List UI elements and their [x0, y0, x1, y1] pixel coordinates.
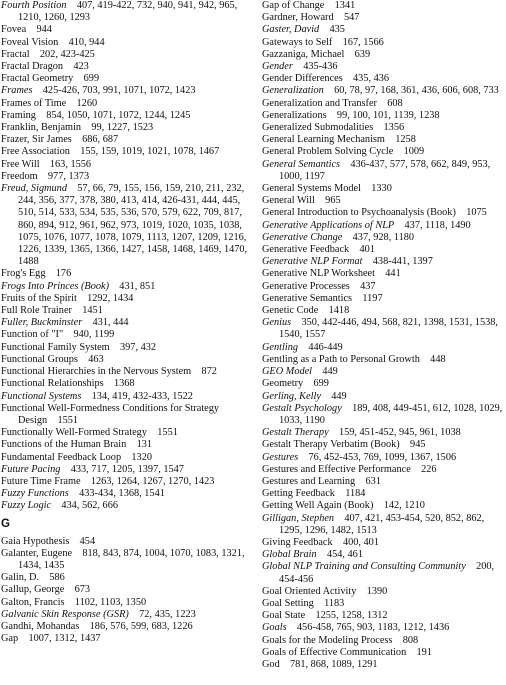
index-entry	[262, 24, 506, 36]
index-entry	[1, 0, 251, 24]
index-entry	[262, 610, 506, 622]
index-term: Future Time Frame	[1, 475, 81, 487]
index-term: Gestures and Learning	[262, 475, 356, 487]
index-term: Future Pacing	[1, 463, 61, 475]
index-pages: 167, 1566	[342, 36, 384, 48]
index-pages: 446-449	[308, 341, 343, 353]
index-pages: 159, 451-452, 945, 961, 1038	[338, 427, 461, 439]
index-pages: 449	[331, 390, 347, 402]
index-entry	[1, 61, 251, 73]
index-term: God	[262, 658, 280, 670]
index-pages: 176	[55, 268, 72, 280]
index-term: Free Will	[1, 158, 40, 170]
index-term: Generative NLP Format	[262, 256, 363, 268]
index-term: Frog's Egg	[1, 268, 46, 280]
index-pages: 410, 944	[68, 36, 105, 48]
index-entry	[1, 49, 251, 61]
index-term: Gaster, David	[262, 24, 320, 36]
index-entry	[262, 598, 506, 610]
index-entry	[262, 439, 506, 451]
index-pages: 940, 1199	[73, 329, 115, 341]
index-entry	[262, 391, 506, 403]
index-pages: 1263, 1264, 1267, 1270, 1423	[90, 475, 215, 487]
index-pages: 425-426, 703, 991, 1071, 1072, 1423	[42, 85, 196, 97]
index-term: Freedom	[1, 170, 38, 182]
index-pages: 1418	[328, 305, 350, 317]
index-term: Gestalt Therapy	[262, 427, 329, 439]
index-pages: 134, 419, 432-433, 1522	[91, 390, 193, 402]
index-entry	[1, 488, 251, 500]
index-entry	[1, 329, 251, 341]
index-pages: 1075	[466, 207, 487, 219]
index-entry	[262, 195, 506, 207]
index-term: General Semantics	[262, 158, 341, 170]
index-entry	[262, 232, 506, 244]
index-pages: 1258	[395, 134, 416, 146]
index-term: Galton, Francis	[1, 596, 65, 608]
index-entry	[1, 500, 251, 512]
index-entry	[262, 647, 506, 659]
index-pages: 854, 1050, 1071, 1072, 1244, 1245	[46, 109, 191, 121]
index-pages: 433-434, 1368, 1541	[79, 488, 165, 500]
index-entry	[262, 500, 506, 512]
index-entry	[262, 293, 506, 305]
index-entry	[1, 366, 251, 378]
index-entry	[262, 317, 506, 341]
index-pages: 808	[402, 634, 419, 646]
index-entry	[262, 427, 506, 439]
index-entry	[262, 378, 506, 390]
index-pages: 438-441, 1397	[372, 256, 433, 268]
index-term: General Problem Solving Cycle	[262, 146, 394, 158]
index-term: Free Association	[1, 146, 70, 158]
index-pages: 1341	[334, 0, 356, 11]
index-entry	[1, 85, 251, 97]
index-entry	[262, 342, 506, 354]
index-pages: 407, 419-422, 732, 940, 941, 942, 965, 1210, 1260, 1293	[18, 0, 238, 24]
index-entry	[262, 403, 506, 427]
index-entry	[262, 476, 506, 488]
index-term: Goal Oriented Activity	[262, 585, 357, 597]
index-entry	[1, 584, 251, 596]
index-term: Galin, D.	[1, 572, 40, 584]
index-term: Franklin, Benjamin	[1, 122, 82, 134]
index-entry	[1, 73, 251, 85]
index-term: Frames of Time	[1, 97, 67, 109]
index-entry	[262, 452, 506, 464]
index-term: GEO Model	[262, 366, 313, 378]
index-pages: 1551	[157, 427, 178, 439]
index-entry	[1, 452, 251, 464]
index-term: Functionally Well-Formed Strategy	[1, 427, 147, 439]
index-entry	[1, 621, 251, 633]
index-column-right	[262, 0, 506, 671]
index-term: Generative Applications of NLP	[262, 219, 395, 231]
index-term: Function of "I"	[1, 329, 64, 341]
index-entry	[262, 12, 506, 24]
index-entry	[262, 305, 506, 317]
index-entry	[1, 293, 251, 305]
index-term: Gestalt Therapy Verbatim (Book)	[262, 439, 400, 451]
index-term: Gateways to Self	[262, 36, 333, 48]
index-entry	[1, 378, 251, 390]
index-entry	[262, 110, 506, 122]
index-entry	[262, 586, 506, 598]
index-pages: 423	[73, 61, 89, 73]
index-pages: 60, 78, 97, 168, 361, 436, 606, 608, 733	[334, 85, 499, 97]
index-pages: 673	[74, 584, 91, 596]
index-entry	[1, 110, 251, 122]
index-pages: 1260	[76, 97, 98, 109]
index-pages: 435, 436	[353, 73, 390, 85]
index-entry	[262, 635, 506, 647]
index-term: Gap	[1, 633, 19, 645]
index-term: Gardner, Howard	[262, 12, 334, 24]
index-entry	[262, 622, 506, 634]
index-term: Gazzaniga, Michael	[262, 48, 345, 60]
index-pages: 699	[83, 73, 100, 85]
index-term: Gestalt Psychology	[262, 402, 342, 414]
index-term: Gentling	[262, 341, 299, 353]
index-term: Fractal Dragon	[1, 61, 64, 73]
index-pages: 435	[329, 24, 345, 36]
index-pages: 437	[360, 280, 376, 292]
index-pages: 57, 66, 79, 155, 156, 159, 210, 211, 232, 244, 356, 377, 378, 380, 413, 414, 426-431, 444, 445, 510, 514, 533, 534, 535, 536, 570, 579, 622, 709, 817, 860, 894, 912, 961, 962, 973, 1019, 1020, 1035, 1038, 1075, 1076, 1077, 1078, 1079, 1113, 1207, 1209, 1216, 1226, 1339, 1365, 1366, 1427, 1458, 1468, 1469, 1470, 1488	[18, 183, 248, 268]
index-pages: 463	[88, 353, 104, 365]
index-pages: 639	[354, 48, 371, 60]
index-entry	[1, 354, 251, 366]
index-term: Fuzzy Functions	[1, 488, 69, 500]
index-pages: 1292, 1434	[87, 292, 134, 304]
index-term: Galanter, Eugene	[1, 547, 73, 559]
index-entry	[262, 134, 506, 146]
index-entry	[1, 281, 251, 293]
index-term: General Introduction to Psychoanalysis (Book)	[262, 207, 456, 219]
index-term: Framing	[1, 109, 36, 121]
index-pages: 944	[36, 24, 52, 36]
index-pages: 72, 435, 1223	[139, 608, 196, 620]
index-section-letter: G	[1, 517, 10, 530]
index-entry	[262, 220, 506, 232]
index-entry	[262, 49, 506, 61]
index-entry	[1, 171, 251, 183]
index-pages: 965	[325, 195, 341, 207]
index-entry	[262, 281, 506, 293]
index-term: Gap of Change	[262, 0, 325, 11]
index-entry	[1, 268, 251, 280]
index-term: Gallup, George	[1, 584, 65, 596]
index-pages: 189, 408, 449-451, 612, 1028, 1029, 1033, 1190	[279, 402, 503, 426]
index-pages: 191	[416, 646, 432, 658]
index-pages: 818, 843, 874, 1004, 1070, 1083, 1321, 1434, 1435	[18, 547, 245, 571]
index-pages: 186, 576, 599, 683, 1226	[89, 620, 193, 632]
index-pages: 200, 454-456	[279, 561, 495, 585]
index-term: Freud, Sigmund	[1, 183, 67, 195]
index-pages: 1007, 1312, 1437	[28, 633, 101, 645]
index-term: Functional Well-Formedness Conditions for Strategy Design	[1, 402, 220, 426]
index-entry	[1, 572, 251, 584]
index-entry	[1, 609, 251, 621]
index-entry	[1, 476, 251, 488]
index-pages: 407, 421, 453-454, 520, 852, 862, 1295, 1296, 1482, 1513	[279, 512, 485, 536]
index-entry	[262, 366, 506, 378]
index-pages: 1183	[324, 597, 345, 609]
index-pages: 547	[343, 12, 360, 24]
index-entry	[262, 464, 506, 476]
index-pages: 400, 401	[342, 536, 379, 548]
index-pages: 1390	[366, 585, 388, 597]
index-term: Frogs Into Princes (Book)	[1, 280, 109, 292]
index-entry	[262, 159, 506, 183]
index-entry	[262, 183, 506, 195]
index-term: Generalization and Transfer	[262, 97, 377, 109]
index-pages: 436-437, 577, 578, 662, 849, 953, 1000, 1197	[279, 158, 491, 182]
index-term: Generative Processes	[262, 280, 350, 292]
index-entry	[1, 464, 251, 476]
index-term: Functional Groups	[1, 353, 78, 365]
index-entry	[1, 536, 251, 548]
index-pages: 433, 717, 1205, 1397, 1547	[70, 463, 184, 475]
index-pages: 448	[430, 353, 446, 365]
index-term: Fuzzy Logic	[1, 500, 52, 512]
index-entry	[1, 427, 251, 439]
index-term: Fovea	[1, 24, 27, 36]
index-term: Goal Setting	[262, 597, 314, 609]
index-pages: 1330	[371, 183, 392, 195]
index-term: Genetic Code	[262, 305, 319, 317]
index-term: Goal State	[262, 610, 306, 622]
index-pages: 1551	[57, 414, 79, 426]
index-pages: 1102, 1103, 1350	[74, 596, 147, 608]
index-pages: 131	[136, 439, 153, 451]
index-term: Fractal	[1, 48, 30, 60]
index-entry	[1, 146, 251, 158]
index-pages: 441	[385, 268, 401, 280]
index-term: Generalizations	[262, 109, 327, 121]
index-pages: 586	[49, 572, 65, 584]
index-entry	[1, 317, 251, 329]
index-entry	[262, 0, 506, 12]
index-pages: 142, 1210	[383, 500, 425, 512]
index-entry	[262, 659, 506, 671]
index-term: Gerling, Kelly	[262, 390, 321, 402]
index-entry	[1, 37, 251, 49]
index-entry	[262, 98, 506, 110]
index-entry	[262, 146, 506, 158]
index-entry	[1, 548, 251, 572]
index-entry	[262, 256, 506, 268]
index-term: Full Role Trainer	[1, 305, 72, 317]
index-term: General Learning Mechanism	[262, 134, 385, 146]
index-pages: 435-436	[303, 61, 338, 73]
index-pages: 699	[313, 378, 329, 390]
index-column-left	[1, 0, 251, 645]
index-term: Generative Change	[262, 231, 343, 243]
index-term: General Will	[262, 195, 315, 207]
index-pages: 1320	[131, 451, 152, 463]
index-pages: 76, 452-453, 769, 1099, 1367, 1506	[308, 451, 457, 463]
index-term: Generative NLP Worksheet	[262, 268, 375, 280]
index-pages: 1009	[403, 146, 425, 158]
index-entry	[1, 597, 251, 609]
index-term: General Systems Model	[262, 183, 361, 195]
index-term: Gilligan, Stephen	[262, 512, 335, 524]
index-term: Foveal Vision	[1, 36, 59, 48]
index-pages: 977, 1373	[47, 170, 90, 182]
index-entries-f	[1, 0, 251, 513]
index-pages: 454	[79, 535, 96, 547]
index-term: Goals for the Modeling Process	[262, 634, 393, 646]
index-term: Global Brain	[262, 549, 317, 561]
index-entry	[262, 73, 506, 85]
index-pages: 1255, 1258, 1312	[315, 610, 388, 622]
index-term: Gender Differences	[262, 73, 343, 85]
index-entry	[262, 61, 506, 73]
index-term: Gandhi, Mohandas	[1, 620, 80, 632]
index-pages: 1184	[345, 488, 366, 500]
index-entry	[1, 134, 251, 146]
index-pages: 431, 851	[119, 280, 156, 292]
index-term: Fundamental Feedback Loop	[1, 451, 122, 463]
index-entry	[262, 537, 506, 549]
index-pages: 226	[421, 463, 437, 475]
index-entry	[262, 488, 506, 500]
index-pages: 449	[322, 366, 338, 378]
index-entry	[262, 549, 506, 561]
index-pages: 202, 423-425	[39, 48, 95, 60]
index-term: Generalization	[262, 85, 324, 97]
index-entry	[1, 403, 251, 427]
index-entry	[1, 183, 251, 268]
index-term: Getting Well Again (Book)	[262, 500, 374, 512]
index-term: Gender	[262, 61, 293, 73]
index-entry	[1, 633, 251, 645]
index-entries-g	[1, 536, 251, 646]
index-entry	[262, 513, 506, 537]
index-term: Functional Relationships	[1, 378, 104, 390]
index-pages: 99, 100, 101, 1139, 1238	[336, 109, 440, 121]
index-entry	[1, 439, 251, 451]
index-term: Frames	[1, 85, 33, 97]
index-entry	[1, 159, 251, 171]
index-term: Functional Systems	[1, 390, 82, 402]
index-pages: 631	[365, 475, 381, 487]
index-term: Global NLP Training and Consulting Community	[262, 561, 466, 573]
index-pages: 401	[359, 244, 375, 256]
index-term: Fuller, Buckminster	[1, 317, 83, 329]
index-pages: 163, 1556	[49, 158, 92, 170]
index-term: Geometry	[262, 378, 304, 390]
index-term: Goals	[262, 622, 287, 634]
index-term: Frazer, Sir James	[1, 134, 72, 146]
index-pages: 155, 159, 1019, 1021, 1078, 1467	[80, 146, 220, 158]
index-entry	[262, 561, 506, 585]
index-entries-g-continued	[262, 0, 506, 671]
index-entry	[262, 244, 506, 256]
index-entry	[262, 122, 506, 134]
index-term: Functional Family System	[1, 341, 110, 353]
index-entry	[262, 85, 506, 97]
index-term: Galvanic Skin Response (GSR)	[1, 608, 129, 620]
index-term: Gestures and Effective Performance	[262, 463, 411, 475]
index-term: Goals of Effective Communication	[262, 646, 407, 658]
index-term: Functions of the Human Brain	[1, 439, 127, 451]
index-term: Fruits of the Spirit	[1, 292, 77, 304]
index-pages: 99, 1227, 1523	[91, 122, 154, 134]
index-pages: 431, 444	[92, 317, 129, 329]
index-pages: 1451	[82, 305, 103, 317]
index-entry	[1, 98, 251, 110]
index-pages: 454, 461	[326, 549, 363, 561]
index-entry	[1, 122, 251, 134]
index-pages: 872	[201, 366, 217, 378]
index-entry	[1, 391, 251, 403]
index-pages: 1197	[362, 292, 383, 304]
index-pages: 437, 928, 1180	[352, 231, 415, 243]
index-entry	[1, 24, 251, 36]
index-entry	[262, 354, 506, 366]
index-term: Gentling as a Path to Personal Growth	[262, 353, 420, 365]
index-pages: 945	[410, 439, 426, 451]
index-term: Fractal Geometry	[1, 73, 74, 85]
index-pages: 350, 442-446, 494, 568, 821, 1398, 1531, 1538, 1540, 1557	[279, 317, 498, 341]
index-pages: 608	[387, 97, 403, 109]
index-entry	[262, 207, 506, 219]
index-entry	[262, 37, 506, 49]
index-term: Generative Feedback	[262, 244, 350, 256]
index-pages: 397, 432	[120, 341, 157, 353]
index-entry	[1, 305, 251, 317]
index-term: Gestures	[262, 451, 299, 463]
index-entry	[262, 268, 506, 280]
index-pages: 686, 687	[82, 134, 119, 146]
index-term: Fourth Position	[1, 0, 67, 11]
index-pages: 781, 868, 1089, 1291	[290, 658, 378, 670]
index-pages: 1368	[113, 378, 135, 390]
index-term: Functional Hierarchies in the Nervous System	[1, 366, 192, 378]
index-term: Genius	[262, 317, 292, 329]
index-term: Generalized Submodalities	[262, 122, 374, 134]
index-pages: 437, 1118, 1490	[404, 219, 471, 231]
index-term: Giving Feedback	[262, 536, 333, 548]
index-pages: 1356	[383, 122, 405, 134]
index-pages: 456-458, 765, 903, 1183, 1212, 1436	[296, 622, 450, 634]
index-term: Gaia Hypothesis	[1, 535, 70, 547]
index-term: Generative Semantics	[262, 292, 353, 304]
index-pages: 434, 562, 666	[61, 500, 118, 512]
index-term: Getting Feedback	[262, 488, 335, 500]
index-entry	[1, 342, 251, 354]
